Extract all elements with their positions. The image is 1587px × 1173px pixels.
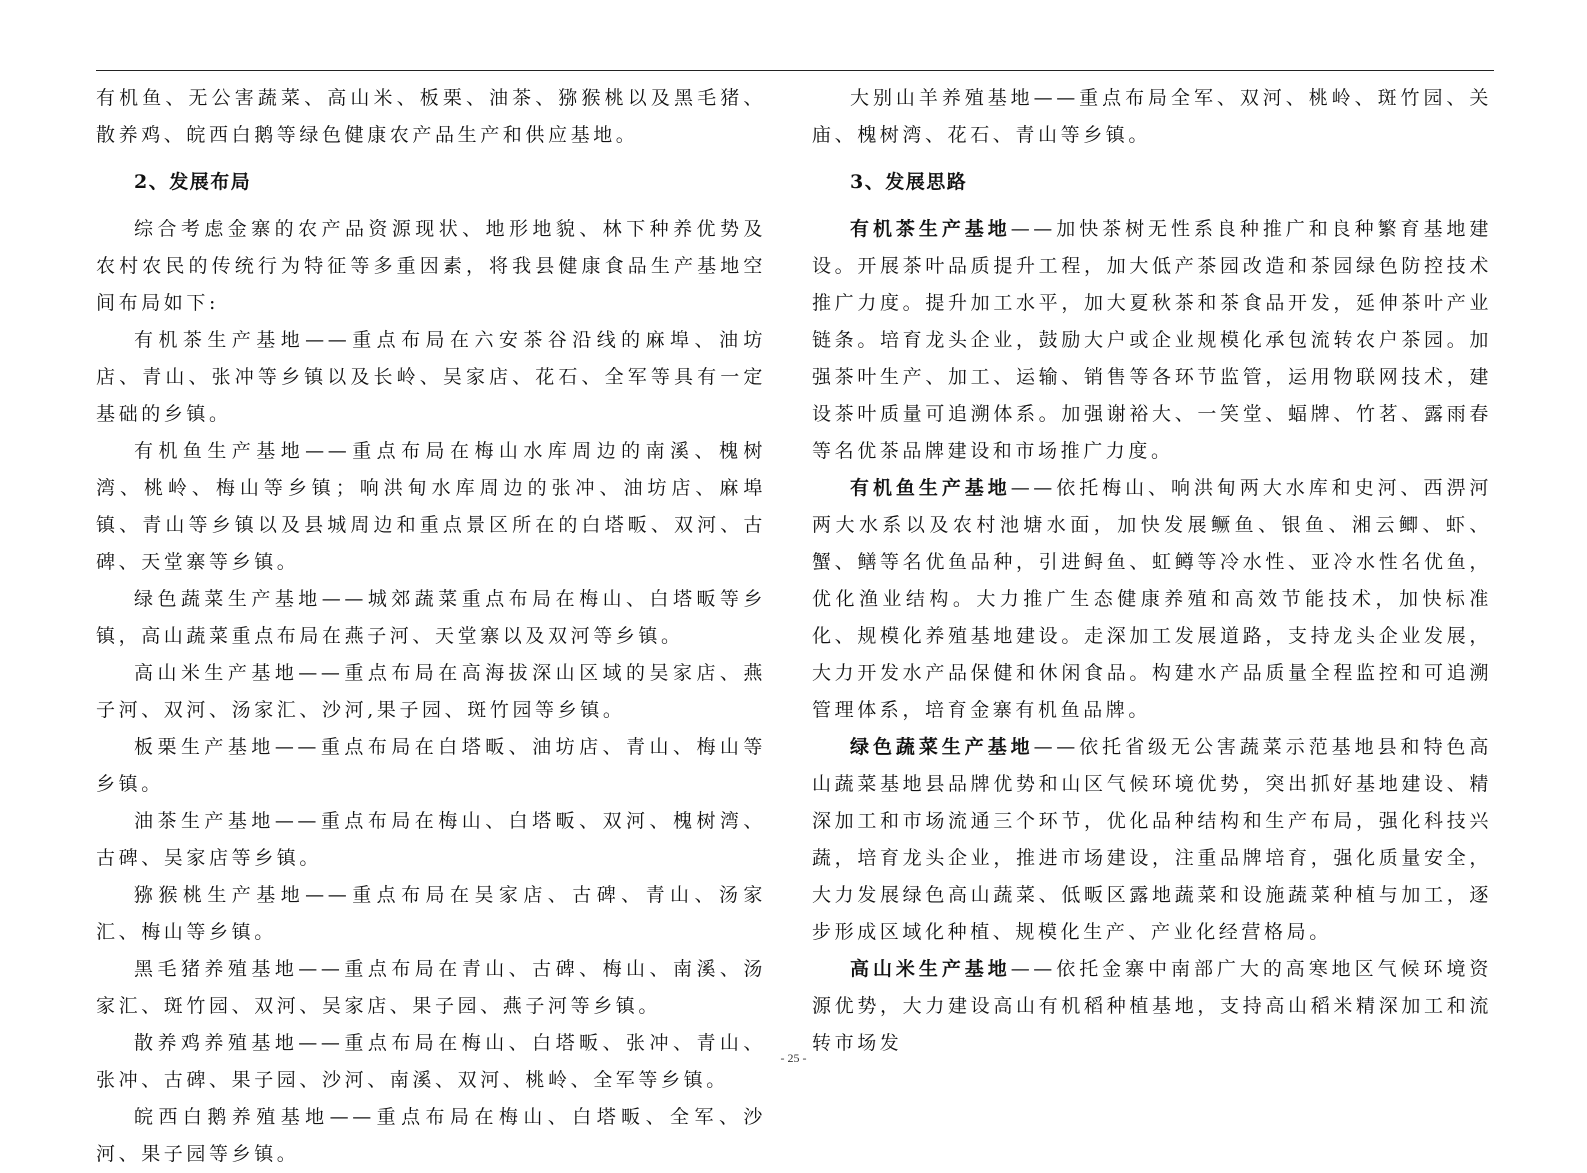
fish-idea-title: 有机鱼生产基地 (850, 477, 1011, 499)
vegetable-idea-text: ——依托省级无公害蔬菜示范基地县和特色高山蔬菜基地县品牌优势和山区气候环境优势，突出抓好基地建设、精深加工和市场流通三个环节，优化品种结构和生产布局，强化科技兴蔬，培育龙头企业，推进市场建设，注重品牌培育，强化质量安全，大力发展绿色高山蔬菜、低畈区露地蔬菜和设施蔬菜种植与加工，逐步形成区域化种植、规模化生产、产业化经营格局。 (812, 736, 1492, 943)
vegetable-idea-title: 绿色蔬菜生产基地 (850, 736, 1034, 758)
rice-idea-text: ——依托金寨中南部广大的高寒地区气候环境资源优势，大力建设高山有机稻种植基地，支持高山稻米精深加工和流转市场发 (812, 958, 1493, 1054)
paragraph-goat-base: 大别山羊养殖基地——重点布局全军、双河、桃岭、斑竹园、关庙、槐树湾、花石、青山等乡镇。 (812, 87, 1492, 146)
paragraph-intro: 综合考虑金寨的农产品资源现状、地形地貌、林下种养优势及农村农民的传统行为特征等多重因素，将我县健康食品生产基地空间布局如下: (96, 218, 766, 314)
paragraph-fish-base: 有机鱼生产基地——重点布局在梅山水库周边的南溪、槐树湾、桃岭、梅山等乡镇；响洪甸水库周边的张冲、油坊店、麻埠镇、青山等乡镇以及县城周边和重点景区所在的白塔畈、双河、古碑、天堂寨等乡镇。 (96, 440, 766, 573)
page-number: - 25 - (780, 1051, 807, 1065)
section-heading-layout: 2、发展布局 (134, 171, 252, 193)
header-rule (96, 70, 1494, 71)
paragraph-tea-base: 有机茶生产基地——重点布局在六安茶谷沿线的麻埠、油坊店、青山、张冲等乡镇以及长岭、吴家店、花石、全军等具有一定基础的乡镇。 (96, 329, 766, 425)
paragraph-kiwi-base: 猕猴桃生产基地——重点布局在吴家店、古碑、青山、汤家汇、梅山等乡镇。 (96, 884, 766, 943)
right-column (812, 80, 1492, 1062)
paragraph-tea-idea (812, 211, 1492, 470)
paragraph-chicken-base: 散养鸡养殖基地——重点布局在梅山、白塔畈、张冲、青山、张冲、古碑、果子园、沙河、南溪、双河、桃岭、全军等乡镇。 (96, 1032, 766, 1091)
paragraph-goose-base: 皖西白鹅养殖基地——重点布局在梅山、白塔畈、全军、沙河、果子园等乡镇。 (96, 1106, 766, 1165)
paragraph-rice-idea (812, 951, 1492, 1062)
paragraph-rice-base: 高山米生产基地——重点布局在高海拔深山区域的吴家店、燕子河、双河、汤家汇、沙河,果子园、斑竹园等乡镇。 (96, 662, 766, 721)
paragraph-fish-idea (812, 470, 1492, 729)
fish-idea-text: ——依托梅山、响洪甸两大水库和史河、西淠河两大水系以及农村池塘水面，加快发展鳜鱼、银鱼、湘云鲫、虾、蟹、鳝等名优鱼品种，引进鲟鱼、虹鳟等冷水性、亚冷水性名优鱼，优化渔业结构。大力推广生态健康养殖和高效节能技术，加快标准化、规模化养殖基地建设。走深加工发展道路，支持龙头企业发展，大力开发水产品保健和休闲食品。构建水产品质量全程监控和可追溯管理体系，培育金寨有机鱼品牌。 (812, 477, 1493, 721)
paragraph-vegetable-base: 绿色蔬菜生产基地——城郊蔬菜重点布局在梅山、白塔畈等乡镇，高山蔬菜重点布局在燕子河、天堂寨以及双河等乡镇。 (96, 588, 766, 647)
left-column (96, 80, 766, 1173)
tea-idea-title: 有机茶生产基地 (850, 218, 1011, 240)
paragraph-oiltea-base: 油茶生产基地——重点布局在梅山、白塔畈、双河、槐树湾、古碑、吴家店等乡镇。 (96, 810, 766, 869)
paragraph-continuation: 有机鱼、无公害蔬菜、高山米、板栗、油茶、猕猴桃以及黑毛猪、散养鸡、皖西白鹅等绿色健康农产品生产和供应基地。 (96, 87, 766, 146)
paragraph-pig-base: 黑毛猪养殖基地——重点布局在青山、古碑、梅山、南溪、汤家汇、斑竹园、双河、吴家店、果子园、燕子河等乡镇。 (96, 958, 766, 1017)
tea-idea-text: ——加快茶树无性系良种推广和良种繁育基地建设。开展茶叶品质提升工程，加大低产茶园改造和茶园绿色防控技术推广力度。提升加工水平，加大夏秋茶和茶食品开发，延伸茶叶产业链条。培育龙头企业，鼓励大户或企业规模化承包流转农户茶园。加强茶叶生产、加工、运输、销售等各环节监管，运用物联网技术，建设茶叶质量可追溯体系。加强谢裕大、一笑堂、蝠牌、竹茗、露雨春等名优茶品牌建设和市场推广力度。 (812, 218, 1493, 462)
paragraph-vegetable-idea (812, 729, 1492, 951)
section-heading-ideas: 3、发展思路 (850, 171, 968, 193)
paragraph-chestnut-base: 板栗生产基地——重点布局在白塔畈、油坊店、青山、梅山等乡镇。 (96, 736, 766, 795)
rice-idea-title: 高山米生产基地 (850, 958, 1011, 980)
